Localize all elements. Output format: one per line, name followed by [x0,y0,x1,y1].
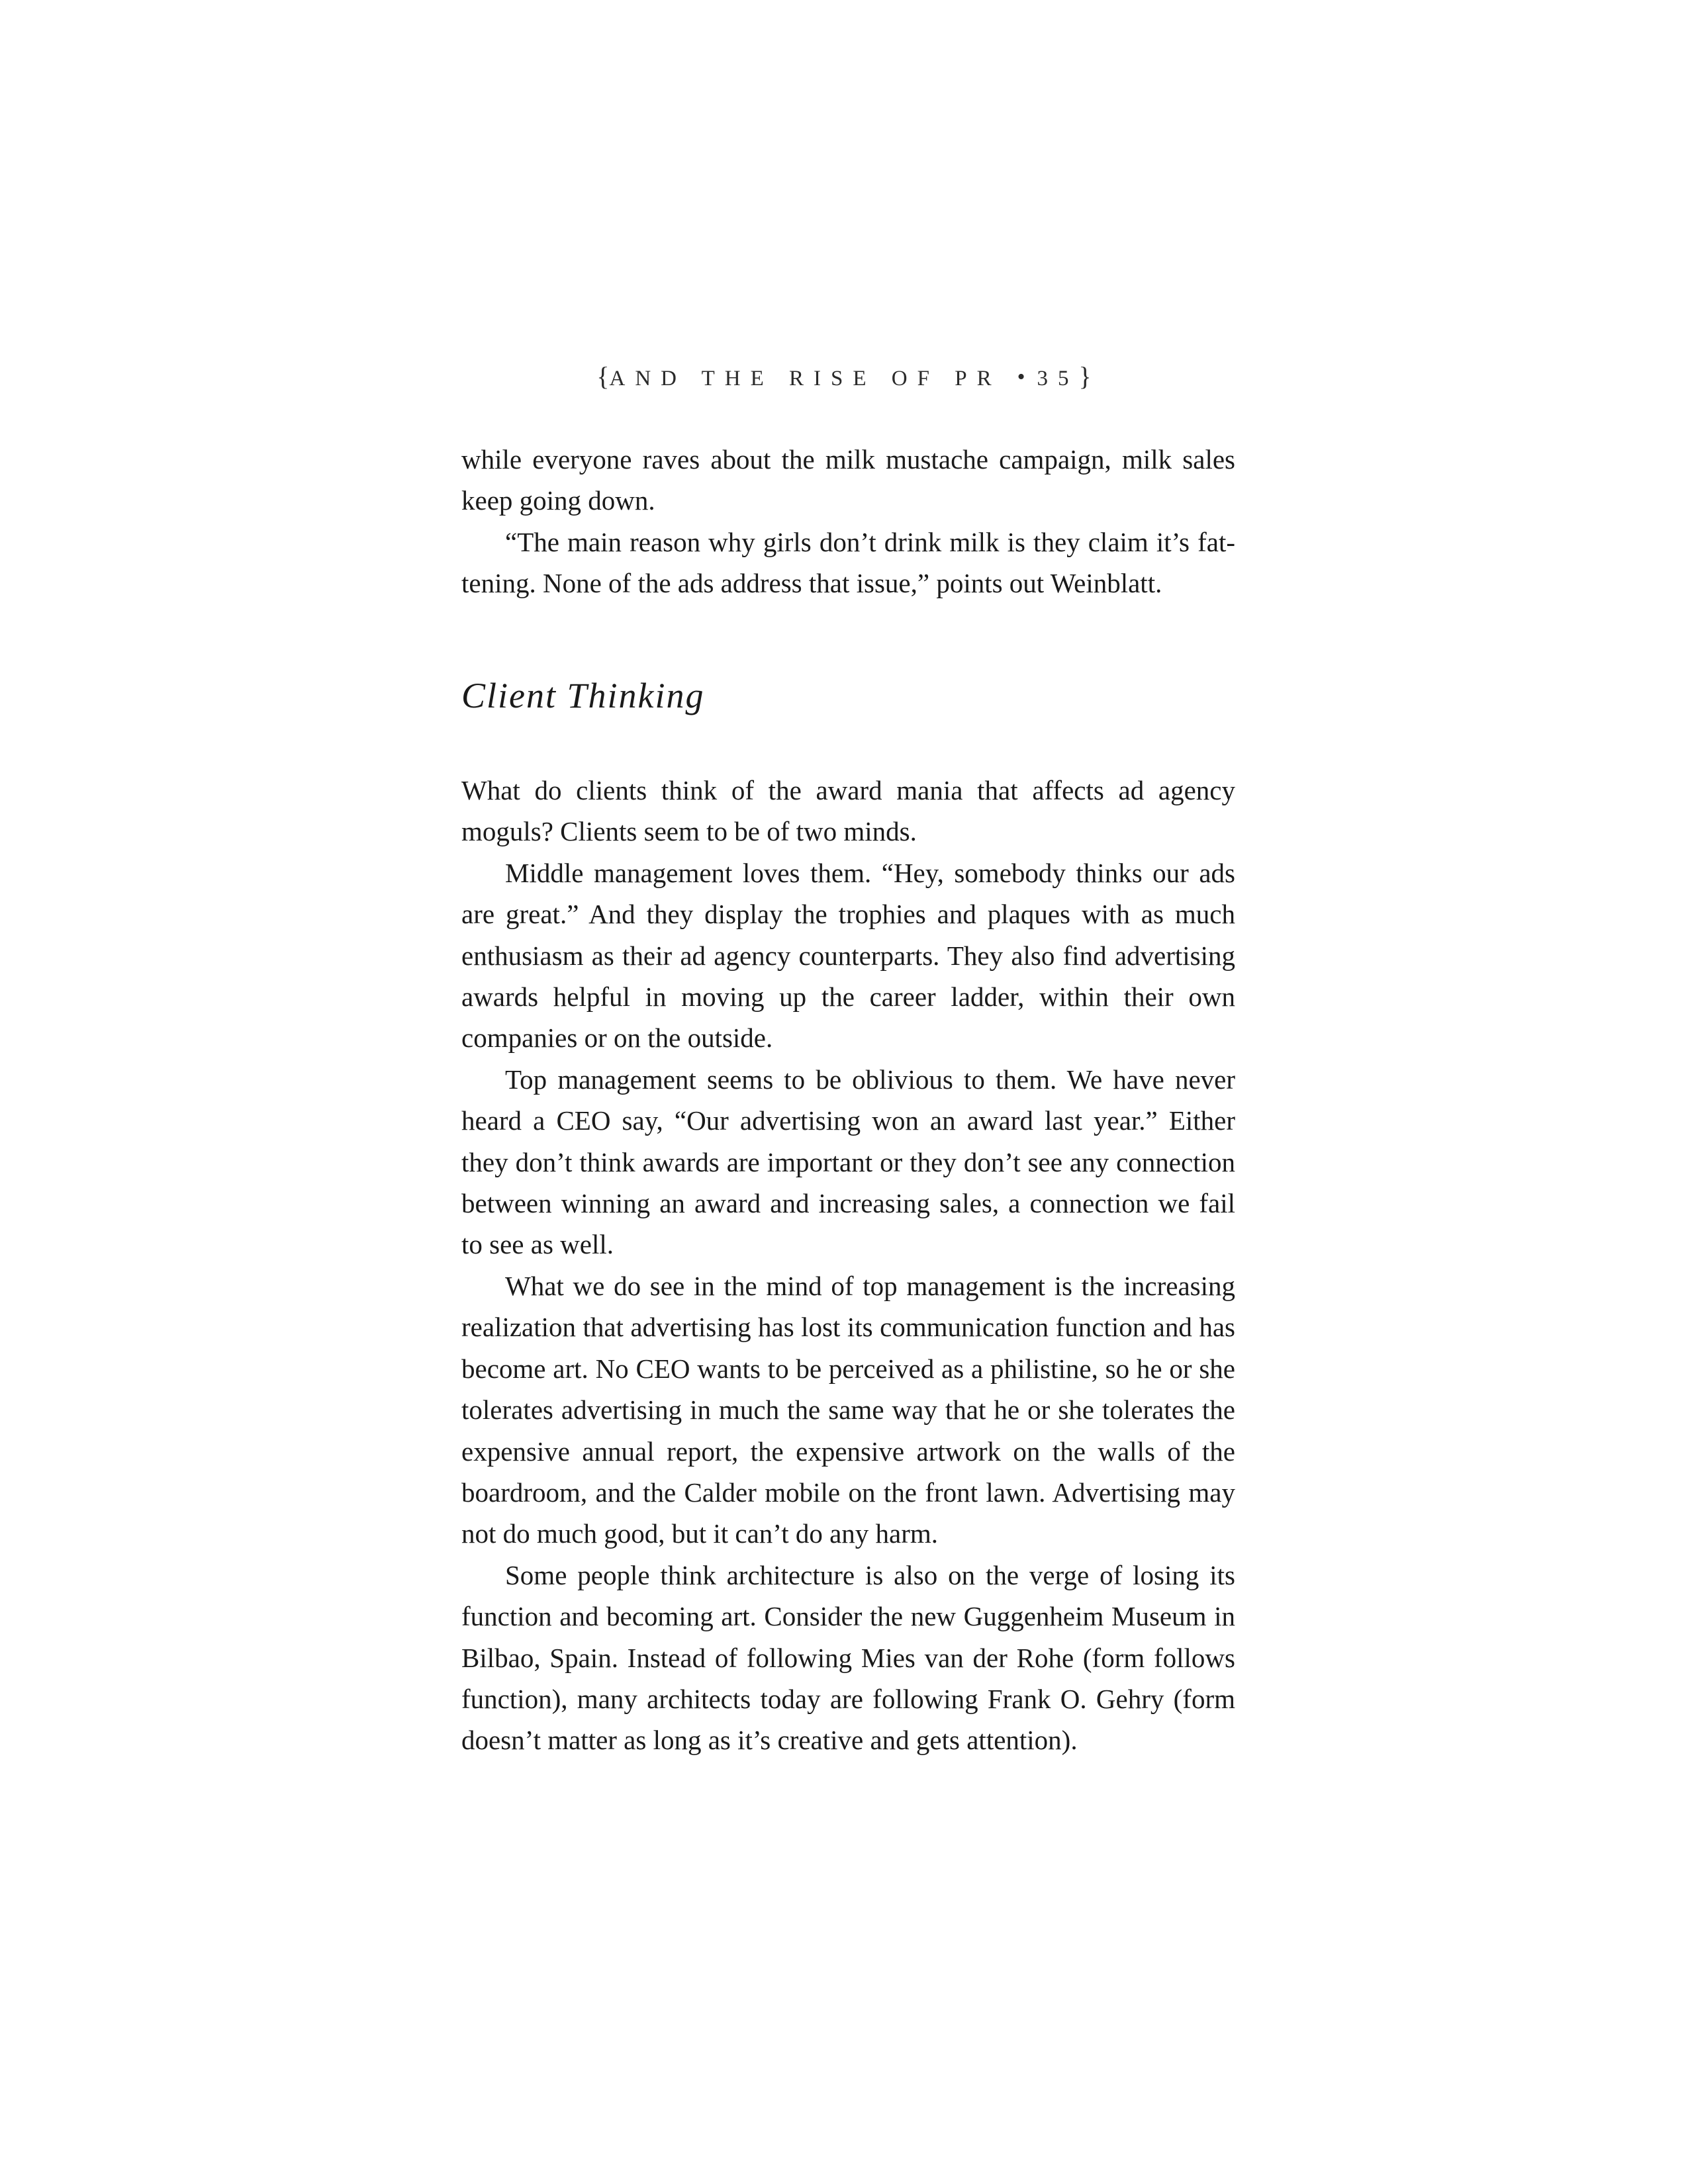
section-heading: Client Thinking [461,676,705,715]
paragraph-clients-two-minds: What do clients think of the award mania that affects ad agency moguls? Clients seem to be of two minds. [461,775,1235,847]
bullet-separator: • [1017,365,1025,389]
section-body [461,770,1235,1761]
paragraph-top-management: Top management seems to be oblivious to them. We have never heard a CEO say, “Our advertising won an award last year.” Either they don’t think awards are important or they don’t see any connection between winning an award and increasing sales, a connection we fail to see as well. [461,1064,1235,1260]
running-head [0,361,1688,392]
running-head-title: AND THE RISE OF PR [609,367,1002,390]
running-head-close-brace: } [1078,361,1092,391]
paragraph-continued: while everyone raves about the milk mustache campaign, milk sales keep going down. [461,444,1235,516]
paragraph-advertising-as-art: What we do see in the mind of top management is the increasing realization that advertising has lost its communication function and has become art. No CEO wants to be perceived as a philistine, so he or she tolerates advertising in much the same way that he or she tolerates the expensive annual report, the expensive artwork on the walls of the boardroom, and the Calder mobile on the front lawn. Advertising may not do much good, but it can’t do any harm. [461,1270,1235,1549]
continued-text [461,439,1235,604]
running-head-open-brace: { [596,361,610,391]
paragraph-weinblatt-quote: “The main reason why girls don’t drink milk is they claim it’s fattening. None of the ads address that issue,” points out Weinblatt. [461,526,1235,599]
page-number: 35 [1037,367,1079,390]
paragraph-architecture: Some people think architecture is also on the verge of losing its function and becoming art. Consider the new Guggenheim Museum in Bilbao, Spain. Instead of following Mies van der Rohe (form follows function), many architects today are following Frank O. Gehry (form doesn’t matter as long as it’s creative and gets attention). [461,1559,1235,1756]
paragraph-middle-management: Middle management loves them. “Hey, somebody thinks our ads are great.” And they display the trophies and plaques with as much enthusiasm as their ad agency counterparts. They also find advertising awards helpful in moving up the career ladder, within their own companies or on the outside. [461,857,1235,1054]
